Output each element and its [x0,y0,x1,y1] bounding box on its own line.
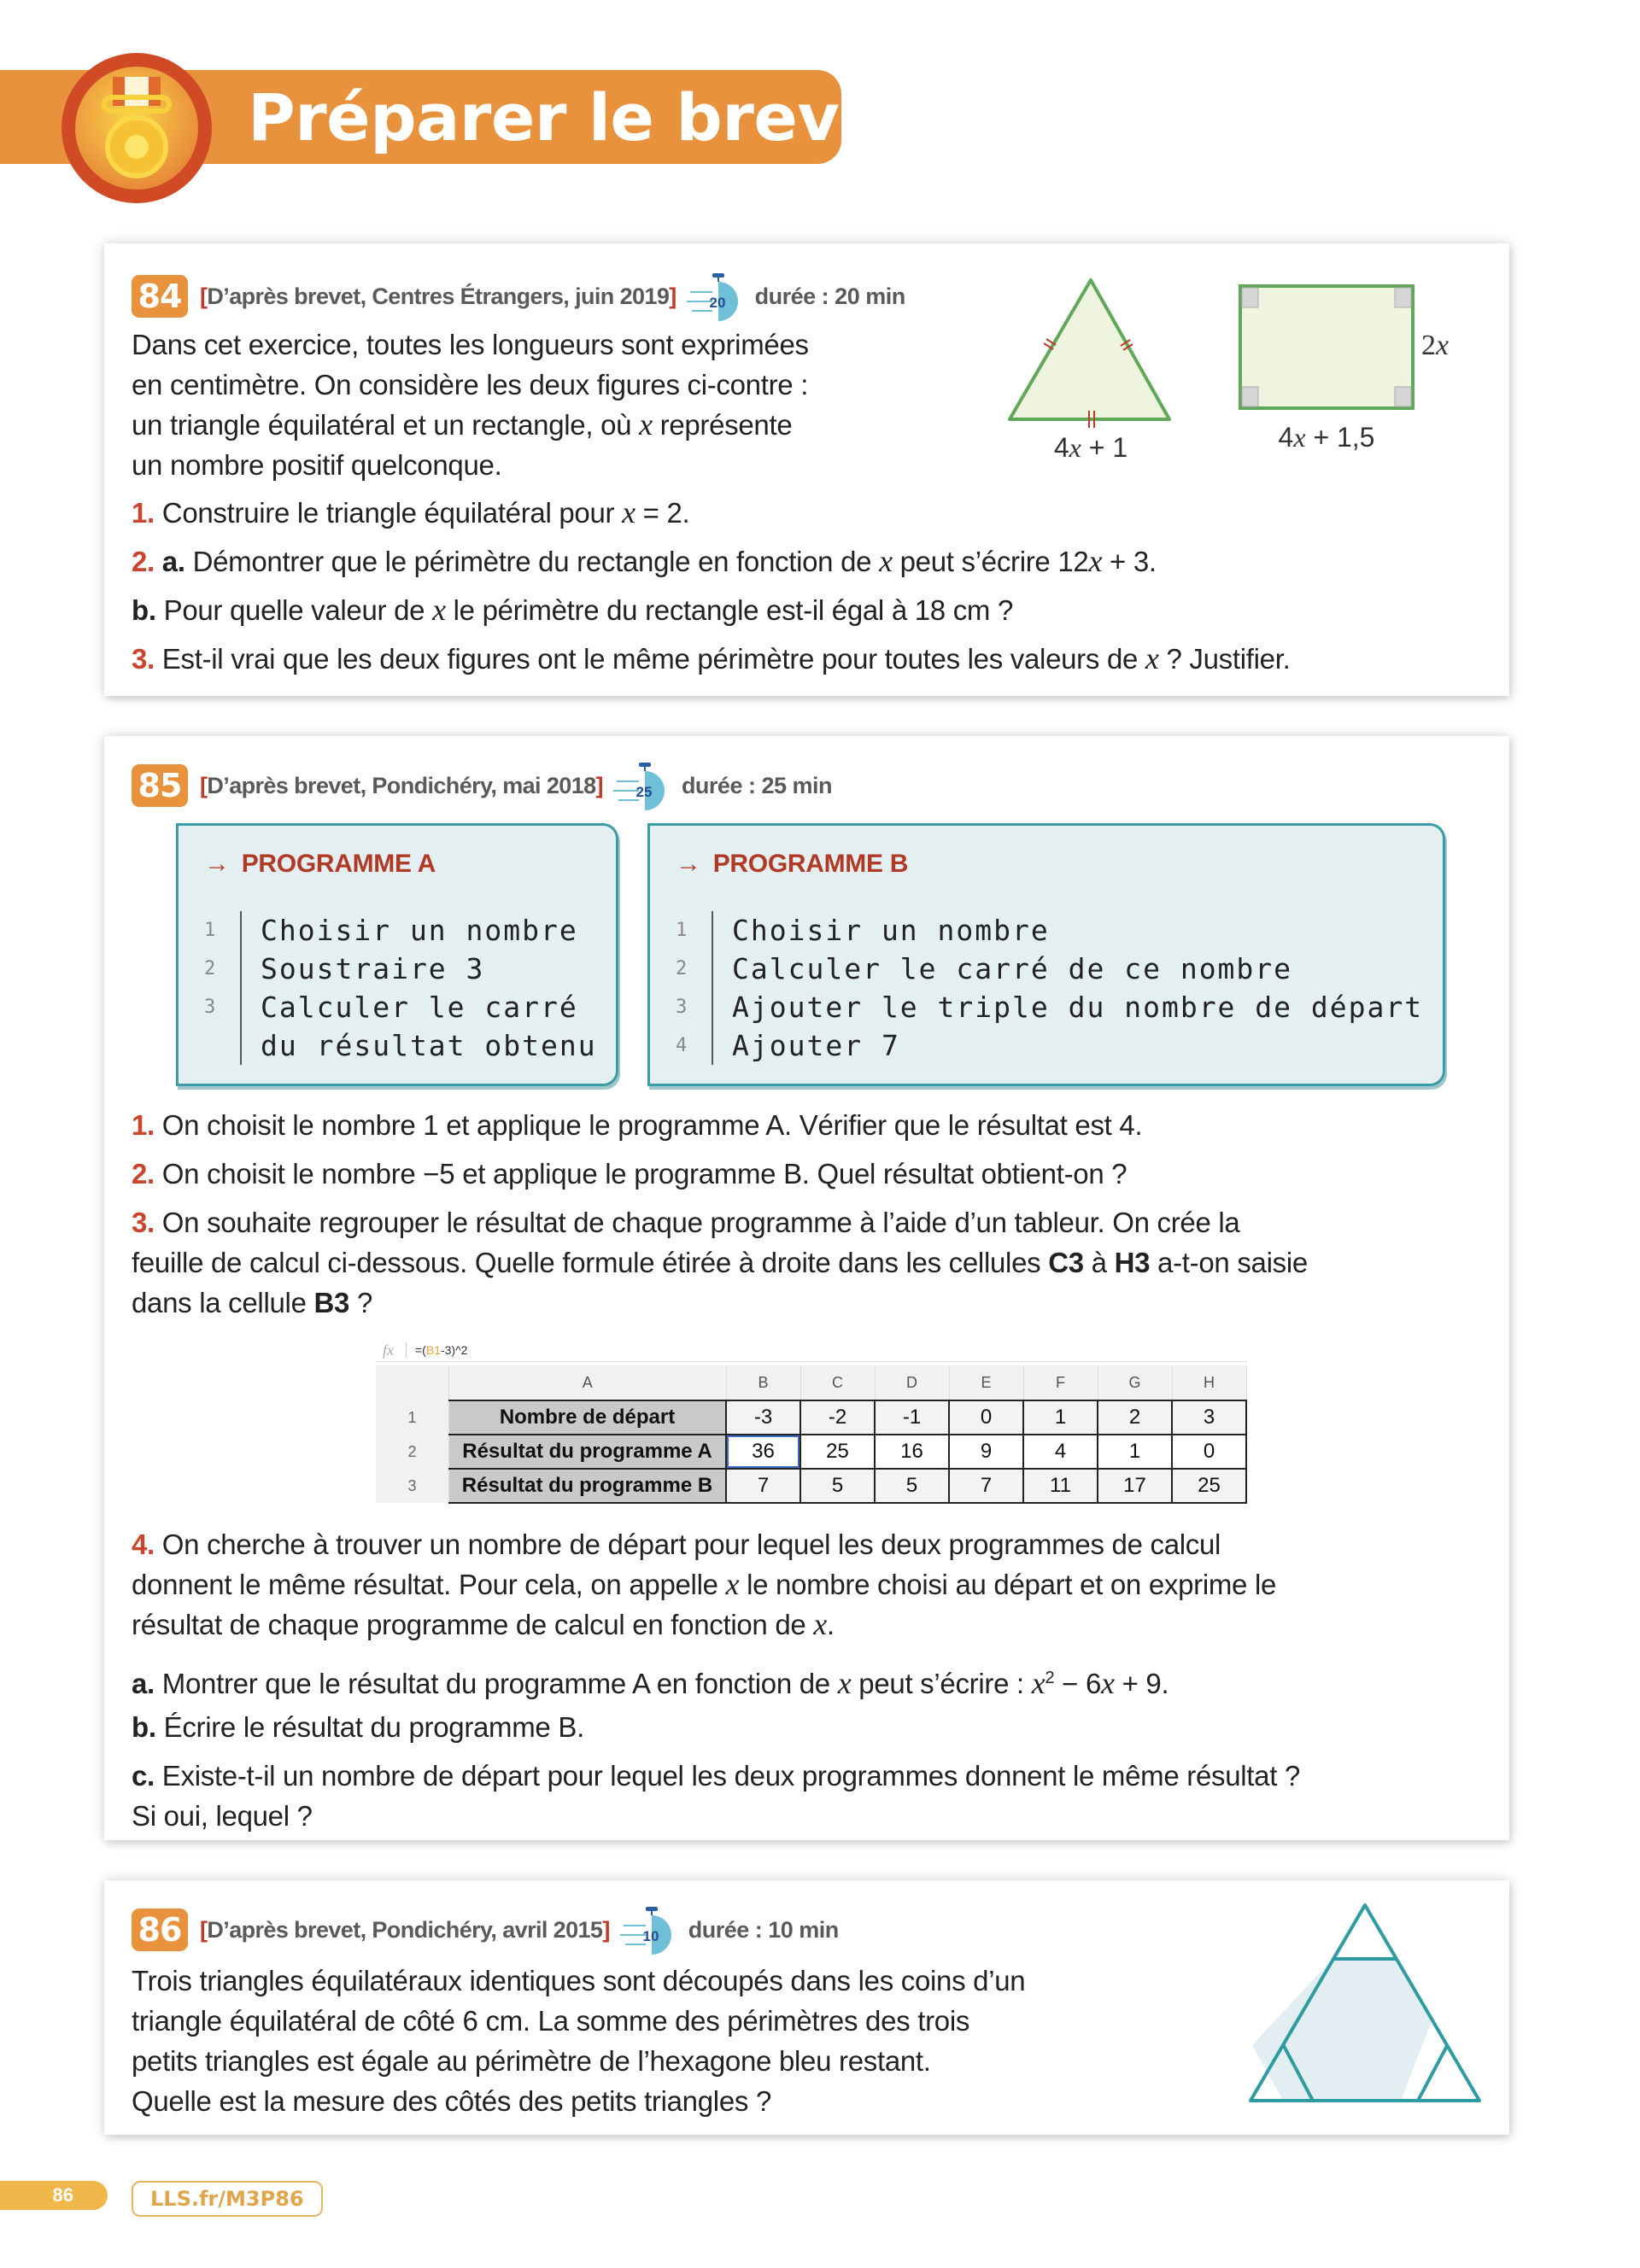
cell[interactable]: Résultat du programme B [449,1469,727,1503]
exercise-number: 86 [132,1909,188,1951]
cell[interactable]: 9 [949,1435,1023,1469]
cell[interactable]: 16 [875,1435,949,1469]
exercise-header [132,1908,839,1952]
stopwatch-icon [687,272,748,321]
exercise-duration: durée : 10 min [688,1916,839,1943]
rectangle-figure [1232,278,1505,457]
exercise-duration: durée : 20 min [754,283,905,309]
exercise-source: [D’après brevet, Pondichéry, avril 2015] [200,1916,610,1943]
cell[interactable]: 7 [949,1469,1023,1503]
rectangle-length-label: 4x + 1,5 [1278,422,1375,453]
question-3: 3. On souhaite regrouper le résultat de chaque programme à l’aide d’un tableur. On crée la feuille de calcul ci-dessous. Quelle formule étirée à droite dans les cellules C3 à H3 a-t-on saisie dans la cellule B3 ? [132,1207,1308,1318]
svg-text:20: 20 [709,295,726,311]
svg-text:25: 25 [636,784,653,800]
cell[interactable]: 25 [1172,1469,1246,1503]
column-header-row [376,1365,1246,1400]
svg-text:10: 10 [642,1928,659,1944]
formula-bar[interactable]: fx =( B1 -3)^2 [376,1339,1247,1362]
column-header[interactable]: C [800,1365,875,1400]
column-header[interactable]: B [726,1365,800,1400]
question-1: 1. On choisit le nombre 1 et applique le programme A. Vérifier que le résultat est 4. [132,1109,1143,1141]
column-header[interactable]: F [1023,1365,1098,1400]
exercise-number: 84 [132,275,188,318]
exercise-source: [D’après brevet, Pondichéry, mai 2018] [200,772,603,798]
table-row [376,1469,1246,1503]
spreadsheet [376,1339,1247,1504]
question-1: 1. Construire le triangle équilatéral pour x = 2. [132,495,690,529]
column-header[interactable]: A [449,1365,727,1400]
page-title: Préparer le brevet [248,79,914,155]
page-number: 86 [0,2181,108,2210]
exercise-card-84 [104,243,1509,696]
program-b-title: → PROGRAMME B [676,850,909,878]
cell[interactable]: 3 [1172,1400,1246,1435]
equilateral-triangle-figure [1001,260,1189,457]
exercise-source: [D’après brevet, Centres Étrangers, juin 2019] [200,283,676,309]
row-header[interactable]: 3 [376,1469,449,1503]
cell[interactable]: Nombre de départ [449,1400,727,1435]
column-header[interactable]: D [875,1365,949,1400]
resource-link[interactable]: LLS.fr/M3P86 [132,2181,323,2217]
column-header[interactable]: G [1098,1365,1172,1400]
triangle-side-label: 4x + 1 [1053,432,1128,457]
exercise-duration: durée : 25 min [681,772,832,798]
question-4a: a. Montrer que le résultat du programme A en fonction de x peut s’écrire : $x^2 - 6x + 9$. [132,1666,1169,1700]
program-b-box [647,823,1445,1086]
cell[interactable]: 5 [875,1469,949,1503]
arrow-right-icon: → [204,850,230,878]
cell[interactable]: 1 [1023,1400,1098,1435]
hexagon-in-triangle-figure [1240,1897,1488,2111]
corner-cell[interactable] [376,1365,449,1400]
row-header[interactable]: 1 [376,1400,449,1435]
medal-icon [60,51,214,205]
column-header[interactable]: E [949,1365,1023,1400]
cell[interactable]: 5 [800,1469,875,1503]
table-row [376,1400,1246,1435]
cell[interactable]: 17 [1098,1469,1172,1503]
question-3: 3. Est-il vrai que les deux figures ont le même périmètre pour toutes les valeurs de x ? Justifier. [132,641,1291,675]
exercise-statement: Trois triangles équilatéraux identiques sont découpés dans les coins d’un triangle équilatéral de côté 6 cm. La somme des périmètres des trois petits triangles est égale au périmètre de l’hexagone bleu restant. Quelle est la mesure des côtés des petits triangles ? [132,1965,1026,2117]
program-b-code: 1 Choisir un nombre 2 Calculer le carré de ce nombre 3 Ajouter le triple du nombre de départ 4 Ajouter 7 [676,911,1423,1065]
question-4b: b. Écrire le résultat du programme B. [132,1711,584,1743]
exercise-header [132,274,905,319]
stopwatch-icon [620,1905,682,1955]
cell[interactable]: Résultat du programme A [449,1435,727,1469]
cell[interactable]: 0 [949,1400,1023,1435]
exercise-intro: Dans cet exercice, toutes les longueurs sont exprimées en centimètre. On considère les deux figures ci-contre : un triangle équilatéral et un rectangle, où x représente un nombre positif quelconque. [132,329,809,481]
cell[interactable]: 1 [1098,1435,1172,1469]
program-a-box [176,823,618,1086]
question-2: 2. On choisit le nombre −5 et applique le programme B. Quel résultat obtient-on ? [132,1158,1128,1190]
question-2a: 2. a. Démontrer que le périmètre du rectangle en fonction de x peut s’écrire 12x + 3. [132,544,1157,578]
cell[interactable]: 11 [1023,1469,1098,1503]
question-4: 4. On cherche à trouver un nombre de départ pour lequel les deux programmes de calcul donnent le même résultat. Pour cela, on appelle x le nombre choisi au départ et on exprime le résultat de chaque programme de calcul en fonction de x. [132,1529,1277,1641]
cell[interactable]: -1 [875,1400,949,1435]
cell[interactable]: 2 [1098,1400,1172,1435]
spreadsheet-grid [376,1365,1247,1504]
column-header[interactable]: H [1172,1365,1246,1400]
question-4c: c. Existe-t-il un nombre de départ pour lequel les deux programmes donnent le même résultat ? Si oui, lequel ? [132,1760,1301,1832]
arrow-right-icon: → [676,850,701,878]
cell[interactable]: 0 [1172,1435,1246,1469]
cell[interactable]: 7 [726,1469,800,1503]
program-a-code: 1 Choisir un nombre 2 Soustraire 3 3 Calculer le carré du résultat obtenu [204,911,597,1065]
cell[interactable]: 4 [1023,1435,1098,1469]
cell[interactable]: 25 [800,1435,875,1469]
rectangle-width-label: 2x [1421,330,1450,361]
program-a-title: → PROGRAMME A [204,850,436,878]
exercise-card-86 [104,1880,1509,2135]
function-icon: fx [383,1341,394,1359]
question-2b: b. Pour quelle valeur de x le périmètre du rectangle est-il égal à 18 cm ? [132,593,1014,627]
exercise-number: 85 [132,764,188,807]
exercise-header [132,763,832,808]
cell[interactable]: -3 [726,1400,800,1435]
stopwatch-icon [613,761,675,810]
row-header[interactable]: 2 [376,1435,449,1469]
selected-cell[interactable]: 36 [726,1435,800,1469]
cell[interactable]: -2 [800,1400,875,1435]
table-row [376,1435,1246,1469]
